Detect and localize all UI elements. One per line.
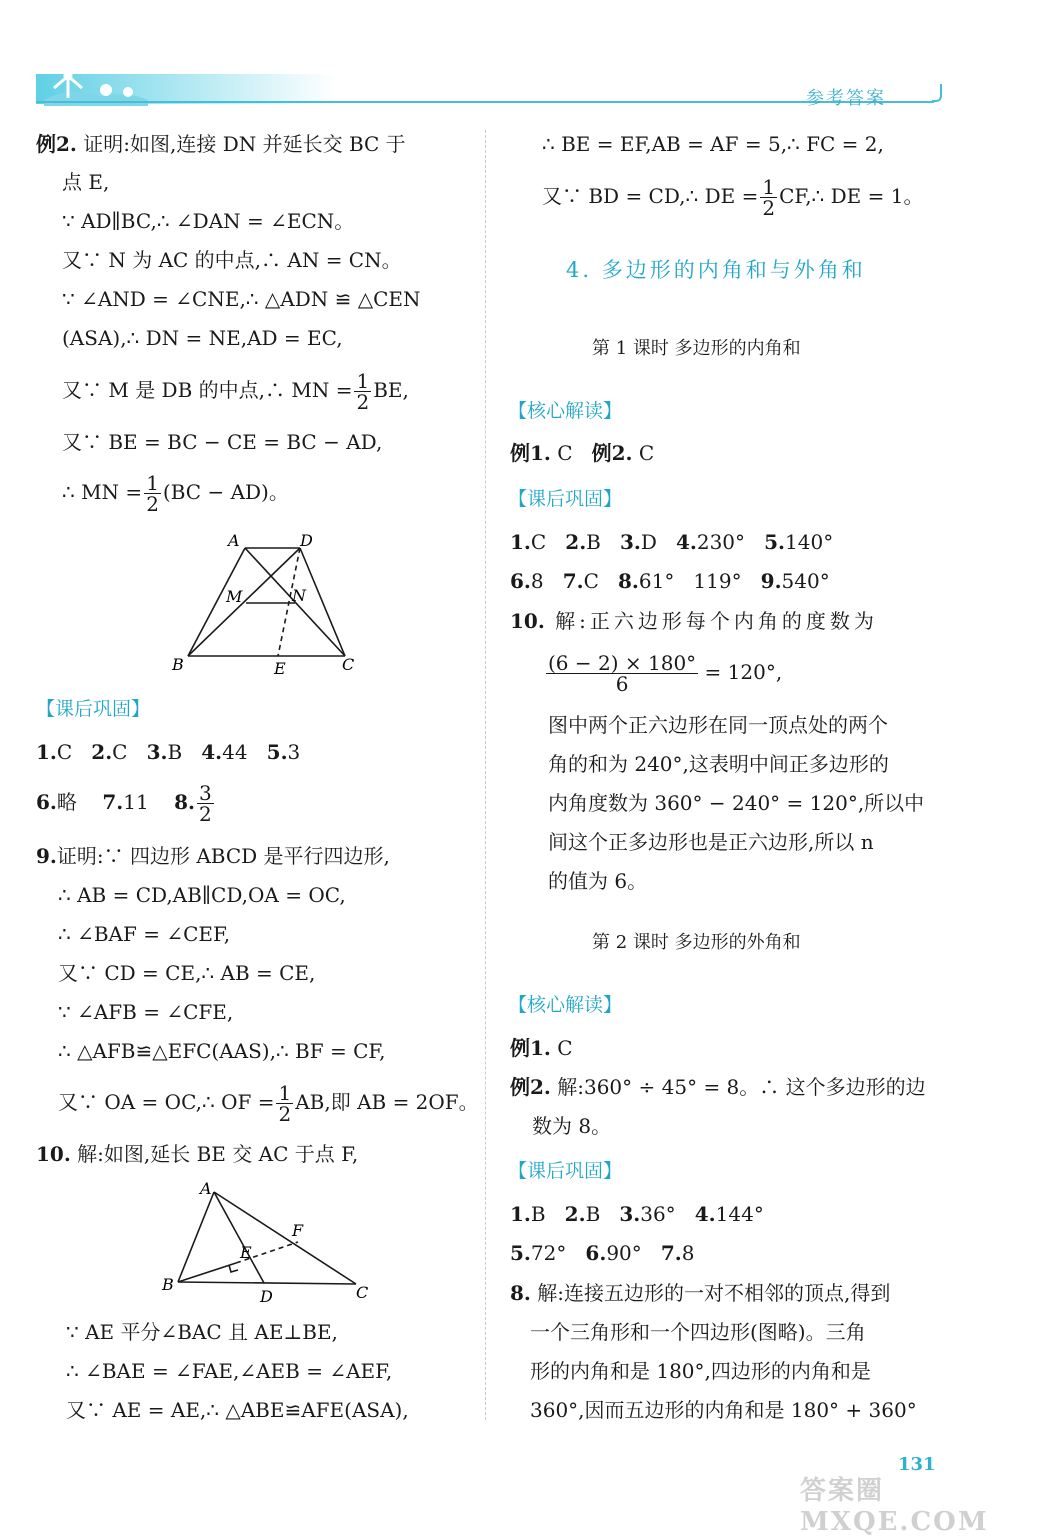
example-2-line-5: ∵ ∠AND = ∠CNE,∴ △ADN ≌ △CEN	[62, 287, 421, 311]
question-10-line-6: 间这个正多边形也是正六边形,所以 n	[548, 830, 874, 854]
example-2-line-2: 点 E,	[62, 170, 110, 194]
header-rule	[36, 101, 934, 103]
label-c: C	[342, 655, 355, 674]
review-answers-row-1: 1.C 2.B 3.D 4.230° 5.140°	[510, 530, 834, 554]
header-section-title: 参考答案	[806, 88, 886, 109]
question-9-line-3: ∴ ∠BAF = ∠CEF,	[58, 922, 231, 946]
question-8-line-4: 360°,因而五边形的内角和是 180° + 360°	[530, 1398, 917, 1422]
example-2-line-7: 又∵ M 是 DB 的中点,∴ MN = $\frac{1}{2}$ BE,	[62, 369, 409, 414]
core-answers-1: 例1. C 例2. C	[510, 441, 655, 465]
trapezoid-figure	[160, 526, 370, 676]
section-review-heading: 【课后巩固】	[508, 1160, 623, 1182]
fraction: $\frac{1}{2}$	[356, 369, 370, 414]
section-core-heading: 【核心解读】	[508, 400, 623, 422]
label-f: F	[292, 1221, 304, 1240]
label-b: B	[172, 655, 184, 674]
question-9-line-1: 9.证明:∵ 四边形 ABCD 是平行四边形,	[36, 844, 390, 868]
question-8-line-3: 形的内角和是 180°,四边形的内角和是	[530, 1359, 871, 1383]
label-a: A	[200, 1179, 212, 1198]
fraction: $\frac{3}{2}$	[199, 781, 212, 826]
question-10-fraction-line: $\frac{(6 - 2) \times 180^\circ}{6}$ = 120°,	[548, 651, 783, 696]
question-10-line-4: 角的和为 240°,这表明中间正多边形的	[548, 752, 889, 776]
label-b: B	[162, 1275, 174, 1294]
question-10-line-7: 的值为 6。	[548, 869, 648, 893]
example-2-line-4: 又∵ N 为 AC 的中点,∴ AN = CN。	[62, 248, 402, 272]
question-9-line-6: ∴ △AFB≌△EFC(AAS),∴ BF = CF,	[58, 1039, 386, 1063]
watermark: 答案圈 MXQE.COM	[800, 1476, 989, 1537]
review-2-answers-row-1: 1.B 2.B 3.36° 4.144°	[510, 1202, 764, 1226]
lesson-2-title: 第 2 课时 多边形的外角和	[592, 932, 801, 953]
label-d: D	[260, 1287, 273, 1306]
chapter-title: 4. 多边形的内角和与外角和	[566, 258, 866, 282]
lesson-1-title: 第 1 课时 多边形的内角和	[592, 338, 801, 359]
question-10-line-5: 内角度数为 360° − 240° = 120°,所以中	[548, 791, 925, 815]
question-10-line-1: 10. 解:如图,延长 BE 交 AC 于点 F,	[36, 1142, 359, 1166]
continuation-line-1: ∴ BE = EF,AB = AF = 5,∴ FC = 2,	[542, 132, 884, 156]
review-answers-row-2: 6.8 7.C 8.61° 119° 9.540°	[510, 569, 830, 593]
header-corner	[932, 84, 942, 102]
column-divider	[485, 130, 486, 1420]
review-2-answers-row-2: 5.72° 6.90° 7.8	[510, 1241, 695, 1265]
fraction: $\frac{1}{2}$	[762, 175, 776, 220]
label-e: E	[274, 659, 286, 676]
question-9-line-4: 又∵ CD = CE,∴ AB = CE,	[58, 961, 316, 985]
continuation-line-2: 又∵ BD = CD,∴ DE = $\frac{1}{2}$ CF,∴ DE = 1。	[542, 175, 924, 220]
question-8-line-2: 一个三角形和一个四边形(图略)。三角	[530, 1320, 866, 1344]
question-9-line-5: ∵ ∠AFB = ∠CFE,	[58, 1000, 234, 1024]
section-core-heading: 【核心解读】	[508, 994, 623, 1016]
example-2-line-9: ∴ MN = $\frac{1}{2}$ (BC − AD)。	[62, 471, 289, 516]
example-2-line-3: ∵ AD∥BC,∴ ∠DAN = ∠ECN。	[62, 209, 355, 233]
core-2-example-2-line-1: 例2. 解:360° ÷ 45° = 8。∴ 这个多边形的边	[510, 1075, 926, 1099]
core-2-example-2-line-2: 数为 8。	[532, 1114, 612, 1138]
label-n: N	[292, 586, 306, 605]
label-c: C	[356, 1283, 369, 1302]
question-8-line-1: 8. 解:连接五边形的一对不相邻的顶点,得到	[510, 1281, 891, 1305]
label-a: A	[228, 531, 240, 550]
answers-row-2: 6.略 7.11 8. $\frac{3}{2}$	[36, 781, 212, 826]
fraction: $\frac{1}{2}$	[278, 1081, 292, 1126]
question-10-line-2: ∵ AE 平分∠BAC 且 AE⊥BE,	[66, 1320, 338, 1344]
section-review-heading: 【课后巩固】	[508, 488, 623, 510]
example-2-line-1: 例2. 证明:如图,连接 DN 并延长交 BC 于	[36, 132, 406, 156]
fraction: $\frac{1}{2}$	[146, 471, 159, 516]
answers-row-1: 1.C 2.C 3.B 4.44 5.3	[36, 740, 301, 764]
question-10-line-3: ∴ ∠BAE = ∠FAE,∠AEB = ∠AEF,	[66, 1359, 393, 1383]
example-2-line-6: (ASA),∴ DN = NE,AD = EC,	[62, 326, 343, 350]
page-number: 131	[898, 1454, 936, 1475]
example-2-line-8: 又∵ BE = BC − CE = BC − AD,	[62, 430, 383, 454]
triangle-figure	[156, 1176, 376, 1308]
label-e: E	[240, 1243, 252, 1262]
label-m: M	[226, 587, 243, 606]
question-9-line-2: ∴ AB = CD,AB∥CD,OA = OC,	[58, 883, 346, 907]
question-10-line-1: 10. 解:正六边形每个内角的度数为	[510, 609, 878, 633]
label-d: D	[300, 531, 313, 550]
core-2-example-1: 例1. C	[510, 1036, 573, 1060]
question-10-line-3: 图中两个正六边形在同一顶点处的两个	[548, 713, 888, 737]
question-9-line-7: 又∵ OA = OC,∴ OF = $\frac{1}{2}$ AB,即 AB = 2OF。	[58, 1081, 479, 1126]
fraction: $\frac{(6 - 2) \times 180^\circ}{6}$	[548, 651, 697, 696]
section-review-heading: 【课后巩固】	[36, 698, 151, 720]
question-10-line-4: 又∵ AE = AE,∴ △ABE≌AFE(ASA),	[66, 1398, 409, 1422]
windmill-logo-icon	[40, 60, 150, 106]
